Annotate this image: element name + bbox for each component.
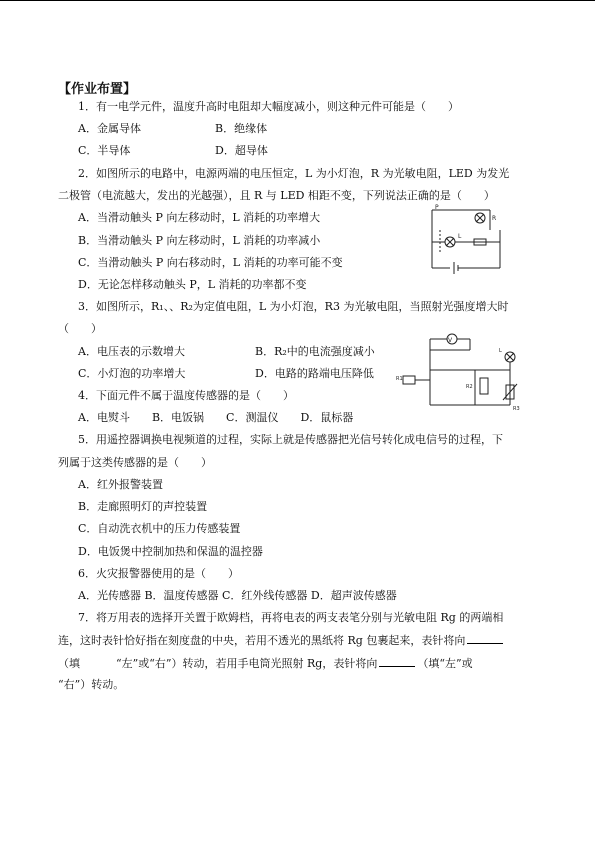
q1-option-b: B．绝缘体 xyxy=(215,122,268,135)
q1-stem: 1．有一电学元件，温度升高时电阻却大幅度减小，则这种元件可能是（ ） xyxy=(78,100,459,113)
section-title: 【作业布置】 xyxy=(58,82,137,97)
q1-option-a: A．金属导体 xyxy=(78,122,141,135)
q5-option-a: A．红外报警装置 xyxy=(78,478,163,491)
fig3-label-r2: R2 xyxy=(466,384,473,390)
q6-stem: 6．火灾报警器使用的是（ ） xyxy=(78,567,239,580)
fig3-label-l: L xyxy=(499,348,502,354)
fig2-label-p: P xyxy=(435,204,439,211)
q7-line4: “右”）转动。 xyxy=(58,678,125,691)
q3-stem-line1: 3．如图所示，R₁、、R₂为定值电阻，L 为小灯泡，R3 为光敏电阻，当照射光强度增大时 xyxy=(78,300,509,313)
fig3-label-r3: R3 xyxy=(513,406,520,410)
q5-option-c: C．自动洗衣机中的压力传感装置 xyxy=(78,522,241,535)
q1-option-c: C．半导体 xyxy=(78,144,131,157)
fig3-label-v: V xyxy=(447,337,453,344)
q3-circuit-figure xyxy=(395,330,520,410)
q4-options: A．电熨斗 B．电饭锅 C．测温仪 D．鼠标器 xyxy=(78,411,354,424)
q3-option-a: A．电压表的示数增大 xyxy=(78,345,185,358)
q7-answer-blank-2[interactable] xyxy=(379,655,415,667)
q5-option-d: D．电饭煲中控制加热和保温的温控器 xyxy=(78,545,263,558)
q7-line3-fill-label: （填 xyxy=(58,657,80,670)
q3-option-b: B．R₂中的电流强度减小 xyxy=(255,345,375,358)
q2-option-d: D．无论怎样移动触头 P，L 消耗的功率都不变 xyxy=(78,278,307,291)
q2-option-b: B．当滑动触头 P 向左移动时，L 消耗的功率减小 xyxy=(78,234,321,247)
q4-stem: 4．下面元件不属于温度传感器的是（ ） xyxy=(78,389,294,402)
q2-stem-line1: 2．如图所示的电路中，电源两端的电压恒定，L 为小灯泡，R 为光敏电阻，LED 为发光 xyxy=(78,167,510,180)
q5-option-b: B．走廊照明灯的声控装置 xyxy=(78,500,208,513)
q7-line3-tail: （填“左”或 xyxy=(417,657,473,670)
q2-option-a: A．当滑动触头 P 向左移动时，L 消耗的功率增大 xyxy=(78,211,321,224)
q3-stem-line2: （ ） xyxy=(58,322,102,335)
q6-options: A．光传感器 B．温度传感器 C．红外线传感器 D．超声波传感器 xyxy=(78,589,397,602)
q3-option-c: C．小灯泡的功率增大 xyxy=(78,367,186,380)
q3-option-d: D．电路的路端电压降低 xyxy=(255,367,374,380)
q2-circuit-figure xyxy=(420,200,520,280)
q7-line1: 7．将万用表的选择开关置于欧姆档，再将电表的两支表笔分别与光敏电阻 Rg 的两端相 xyxy=(78,611,504,624)
q2-stem-line2: 二极管（电流越大，发出的光越强），且 R 与 LED 相距不变，下列说法正确的是（ ） xyxy=(58,189,495,202)
q7-line2-text: 连，这时表针恰好指在刻度盘的中央，若用不透光的黑纸将 Rg 包裹起来，表针将向 xyxy=(58,634,466,647)
q7-line2 xyxy=(58,632,505,649)
fig2-label-r: R xyxy=(492,215,497,222)
q7-line3-text: “左”或“右”）转动，若用手电筒光照射 Rg，表针将向 xyxy=(116,657,378,670)
q1-option-d: D．超导体 xyxy=(215,144,268,157)
fig3-label-r1: R1 xyxy=(396,376,403,382)
q7-answer-blank-1[interactable] xyxy=(467,632,503,644)
fig2-label-l: L xyxy=(458,233,462,240)
q7-line3 xyxy=(58,655,473,672)
q5-stem-line2: 列属于这类传感器的是（ ） xyxy=(58,456,212,469)
q5-stem-line1: 5．用遥控器调换电视频道的过程，实际上就是传感器把光信号转化成电信号的过程，下 xyxy=(78,433,503,446)
q2-option-c: C．当滑动触头 P 向右移动时，L 消耗的功率可能不变 xyxy=(78,256,343,269)
